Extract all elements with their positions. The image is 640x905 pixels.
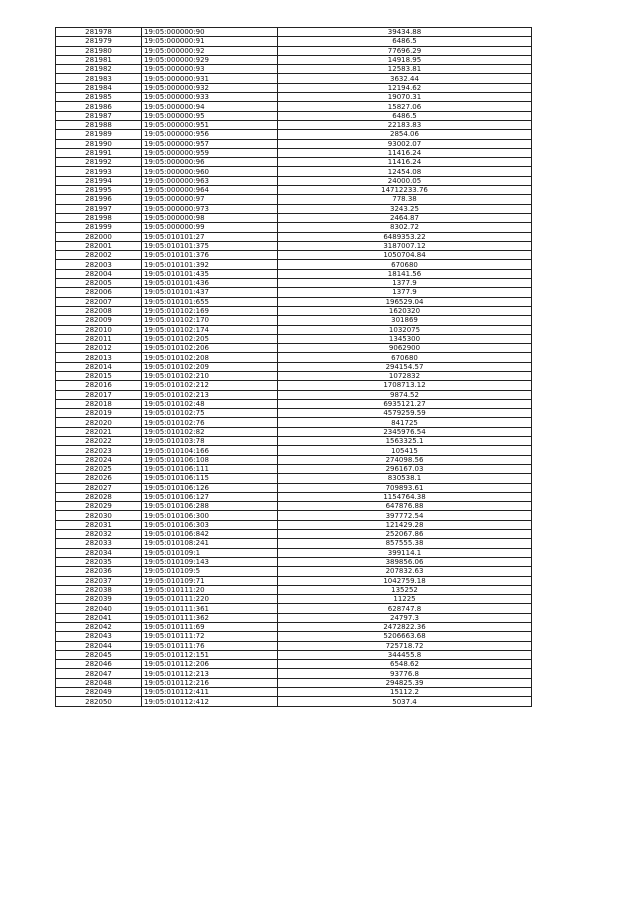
cadastral-number-cell: 19:05:010102:82 [142, 427, 278, 436]
row-number-cell: 281993 [56, 167, 142, 176]
value-cell: 857555.38 [278, 539, 532, 548]
value-cell: 2472822.36 [278, 623, 532, 632]
table-row [56, 37, 532, 46]
cadastral-number-cell: 19:05:010103:78 [142, 437, 278, 446]
cadastral-number-cell: 19:05:010102:48 [142, 399, 278, 408]
row-number-cell: 282012 [56, 344, 142, 353]
table-row [56, 427, 532, 436]
cadastral-number-cell: 19:05:010102:170 [142, 316, 278, 325]
table-row [56, 530, 532, 539]
value-cell: 725718.72 [278, 641, 532, 650]
value-cell: 22183.83 [278, 120, 532, 129]
cadastral-number-cell: 19:05:010112:206 [142, 660, 278, 669]
table-row [56, 362, 532, 371]
row-number-cell: 282013 [56, 353, 142, 362]
table-row [56, 344, 532, 353]
value-cell: 6935121.27 [278, 399, 532, 408]
table-row [56, 139, 532, 148]
value-cell: 1708713.12 [278, 381, 532, 390]
table-row [56, 148, 532, 157]
cadastral-number-cell: 19:05:010101:375 [142, 241, 278, 250]
table-row [56, 83, 532, 92]
cadastral-number-cell: 19:05:010112:412 [142, 697, 278, 706]
table-row [56, 223, 532, 232]
cadastral-number-cell: 19:05:000000:98 [142, 213, 278, 222]
row-number-cell: 281978 [56, 28, 142, 37]
value-cell: 9874.52 [278, 390, 532, 399]
table-row [56, 325, 532, 334]
row-number-cell: 282049 [56, 688, 142, 697]
cadastral-number-cell: 19:05:000000:97 [142, 195, 278, 204]
value-cell: 628747.8 [278, 604, 532, 613]
row-number-cell: 281984 [56, 83, 142, 92]
table-row [56, 353, 532, 362]
value-cell: 294825.39 [278, 678, 532, 687]
cadastral-number-cell: 19:05:010101:437 [142, 288, 278, 297]
value-cell: 1072832 [278, 371, 532, 380]
table-row [56, 576, 532, 585]
cadastral-number-cell: 19:05:010109:71 [142, 576, 278, 585]
value-cell: 1042759.18 [278, 576, 532, 585]
value-cell: 2854.06 [278, 130, 532, 139]
value-cell: 12194.62 [278, 83, 532, 92]
value-cell: 5206663.68 [278, 632, 532, 641]
row-number-cell: 282043 [56, 632, 142, 641]
value-cell: 11416.24 [278, 158, 532, 167]
value-cell: 93776.8 [278, 669, 532, 678]
value-cell: 1154764.38 [278, 492, 532, 501]
row-number-cell: 281996 [56, 195, 142, 204]
value-cell: 105415 [278, 446, 532, 455]
table-row [56, 55, 532, 64]
row-number-cell: 282018 [56, 399, 142, 408]
row-number-cell: 282000 [56, 232, 142, 241]
value-cell: 1563325.1 [278, 437, 532, 446]
row-number-cell: 281982 [56, 65, 142, 74]
row-number-cell: 282030 [56, 511, 142, 520]
table-row [56, 669, 532, 678]
value-cell: 397772.54 [278, 511, 532, 520]
row-number-cell: 281994 [56, 176, 142, 185]
value-cell: 647876.88 [278, 502, 532, 511]
cadastral-number-cell: 19:05:010111:69 [142, 623, 278, 632]
table-body [56, 28, 532, 707]
table-row [56, 418, 532, 427]
cadastral-number-cell: 19:05:010102:76 [142, 418, 278, 427]
cadastral-number-cell: 19:05:010102:210 [142, 371, 278, 380]
table-row [56, 641, 532, 650]
table-row [56, 93, 532, 102]
value-cell: 6486.5 [278, 37, 532, 46]
value-cell: 8302.72 [278, 223, 532, 232]
table-row [56, 334, 532, 343]
table-row [56, 28, 532, 37]
row-number-cell: 282019 [56, 409, 142, 418]
cadastral-number-cell: 19:05:000000:95 [142, 111, 278, 120]
cadastral-number-cell: 19:05:010101:27 [142, 232, 278, 241]
cadastral-number-cell: 19:05:000000:963 [142, 176, 278, 185]
row-number-cell: 281983 [56, 74, 142, 83]
cadastral-number-cell: 19:05:000000:96 [142, 158, 278, 167]
value-cell: 344455.8 [278, 650, 532, 659]
row-number-cell: 282050 [56, 697, 142, 706]
value-cell: 15112.2 [278, 688, 532, 697]
cadastral-number-cell: 19:05:000000:951 [142, 120, 278, 129]
cadastral-number-cell: 19:05:010102:75 [142, 409, 278, 418]
row-number-cell: 282026 [56, 474, 142, 483]
row-number-cell: 282002 [56, 251, 142, 260]
row-number-cell: 282028 [56, 492, 142, 501]
value-cell: 3632.44 [278, 74, 532, 83]
row-number-cell: 282010 [56, 325, 142, 334]
value-cell: 274098.56 [278, 455, 532, 464]
table-row [56, 446, 532, 455]
cadastral-number-cell: 19:05:010101:435 [142, 269, 278, 278]
value-cell: 389856.06 [278, 557, 532, 566]
cadastral-number-cell: 19:05:010111:76 [142, 641, 278, 650]
cadastral-number-cell: 19:05:000000:959 [142, 148, 278, 157]
table-row [56, 650, 532, 659]
row-number-cell: 281995 [56, 186, 142, 195]
table-row [56, 464, 532, 473]
cadastral-number-cell: 19:05:010106:108 [142, 455, 278, 464]
cadastral-number-cell: 19:05:010106:115 [142, 474, 278, 483]
row-number-cell: 281988 [56, 120, 142, 129]
value-cell: 399114.1 [278, 548, 532, 557]
row-number-cell: 282014 [56, 362, 142, 371]
value-cell: 2345976.54 [278, 427, 532, 436]
value-cell: 6489353.22 [278, 232, 532, 241]
cadastral-number-cell: 19:05:010106:288 [142, 502, 278, 511]
table-row [56, 604, 532, 613]
row-number-cell: 282022 [56, 437, 142, 446]
value-cell: 5037.4 [278, 697, 532, 706]
row-number-cell: 282046 [56, 660, 142, 669]
row-number-cell: 282020 [56, 418, 142, 427]
table-row [56, 195, 532, 204]
value-cell: 296167.03 [278, 464, 532, 473]
row-number-cell: 281997 [56, 204, 142, 213]
value-cell: 6486.5 [278, 111, 532, 120]
cadastral-number-cell: 19:05:010106:127 [142, 492, 278, 501]
cadastral-number-cell: 19:05:000000:956 [142, 130, 278, 139]
row-number-cell: 281980 [56, 46, 142, 55]
cadastral-value-table [55, 27, 532, 707]
row-number-cell: 282045 [56, 650, 142, 659]
cadastral-number-cell: 19:05:010102:206 [142, 344, 278, 353]
cadastral-number-cell: 19:05:010102:212 [142, 381, 278, 390]
cadastral-number-cell: 19:05:010111:362 [142, 613, 278, 622]
value-cell: 1032075 [278, 325, 532, 334]
cadastral-number-cell: 19:05:010112:213 [142, 669, 278, 678]
table-row [56, 186, 532, 195]
table-row [56, 288, 532, 297]
table-row [56, 697, 532, 706]
value-cell: 709893.61 [278, 483, 532, 492]
table-row [56, 502, 532, 511]
value-cell: 9062900 [278, 344, 532, 353]
value-cell: 2464.87 [278, 213, 532, 222]
table-row [56, 390, 532, 399]
table-row [56, 167, 532, 176]
row-number-cell: 282004 [56, 269, 142, 278]
value-cell: 93002.07 [278, 139, 532, 148]
cadastral-number-cell: 19:05:000000:960 [142, 167, 278, 176]
table-row [56, 613, 532, 622]
table-row [56, 632, 532, 641]
table-row [56, 111, 532, 120]
cadastral-number-cell: 19:05:000000:90 [142, 28, 278, 37]
table-row [56, 371, 532, 380]
cadastral-number-cell: 19:05:010109:143 [142, 557, 278, 566]
value-cell: 670680 [278, 353, 532, 362]
cadastral-number-cell: 19:05:010112:411 [142, 688, 278, 697]
table-row [56, 213, 532, 222]
cadastral-number-cell: 19:05:010112:151 [142, 650, 278, 659]
cadastral-number-cell: 19:05:010106:300 [142, 511, 278, 520]
cadastral-number-cell: 19:05:010102:205 [142, 334, 278, 343]
value-cell: 207832.63 [278, 567, 532, 576]
table-row [56, 539, 532, 548]
cadastral-number-cell: 19:05:000000:973 [142, 204, 278, 213]
row-number-cell: 281991 [56, 148, 142, 157]
value-cell: 14918.95 [278, 55, 532, 64]
table-row [56, 279, 532, 288]
cadastral-number-cell: 19:05:000000:99 [142, 223, 278, 232]
row-number-cell: 282037 [56, 576, 142, 585]
value-cell: 1377.9 [278, 288, 532, 297]
cadastral-number-cell: 19:05:010112:216 [142, 678, 278, 687]
table-row [56, 623, 532, 632]
value-cell: 778.38 [278, 195, 532, 204]
value-cell: 196529.04 [278, 297, 532, 306]
row-number-cell: 282031 [56, 520, 142, 529]
cadastral-number-cell: 19:05:010101:655 [142, 297, 278, 306]
row-number-cell: 281992 [56, 158, 142, 167]
table-row [56, 102, 532, 111]
value-cell: 15827.06 [278, 102, 532, 111]
cadastral-number-cell: 19:05:010109:5 [142, 567, 278, 576]
table-row [56, 158, 532, 167]
row-number-cell: 281986 [56, 102, 142, 111]
cadastral-number-cell: 19:05:000000:932 [142, 83, 278, 92]
value-cell: 841725 [278, 418, 532, 427]
row-number-cell: 281989 [56, 130, 142, 139]
row-number-cell: 281999 [56, 223, 142, 232]
row-number-cell: 282042 [56, 623, 142, 632]
value-cell: 12454.08 [278, 167, 532, 176]
row-number-cell: 282009 [56, 316, 142, 325]
value-cell: 830538.1 [278, 474, 532, 483]
row-number-cell: 282027 [56, 483, 142, 492]
table-row [56, 232, 532, 241]
cadastral-number-cell: 19:05:000000:933 [142, 93, 278, 102]
cadastral-number-cell: 19:05:010102:208 [142, 353, 278, 362]
value-cell: 1345300 [278, 334, 532, 343]
table-row [56, 557, 532, 566]
cadastral-number-cell: 19:05:010111:220 [142, 595, 278, 604]
row-number-cell: 282036 [56, 567, 142, 576]
table-row [56, 492, 532, 501]
table-row [56, 548, 532, 557]
row-number-cell: 282044 [56, 641, 142, 650]
table-row [56, 120, 532, 129]
cadastral-number-cell: 19:05:000000:91 [142, 37, 278, 46]
row-number-cell: 282024 [56, 455, 142, 464]
table-row [56, 65, 532, 74]
row-number-cell: 282008 [56, 306, 142, 315]
row-number-cell: 282033 [56, 539, 142, 548]
row-number-cell: 282011 [56, 334, 142, 343]
cadastral-number-cell: 19:05:010109:1 [142, 548, 278, 557]
cadastral-number-cell: 19:05:010111:72 [142, 632, 278, 641]
row-number-cell: 282039 [56, 595, 142, 604]
table-row [56, 409, 532, 418]
row-number-cell: 281987 [56, 111, 142, 120]
row-number-cell: 281998 [56, 213, 142, 222]
table-row [56, 399, 532, 408]
value-cell: 18141.56 [278, 269, 532, 278]
row-number-cell: 282001 [56, 241, 142, 250]
cadastral-number-cell: 19:05:010101:436 [142, 279, 278, 288]
cadastral-number-cell: 19:05:000000:93 [142, 65, 278, 74]
value-cell: 3243.25 [278, 204, 532, 213]
value-cell: 6548.62 [278, 660, 532, 669]
cadastral-number-cell: 19:05:010106:303 [142, 520, 278, 529]
cadastral-number-cell: 19:05:010106:842 [142, 530, 278, 539]
value-cell: 1377.9 [278, 279, 532, 288]
value-cell: 11225 [278, 595, 532, 604]
cadastral-number-cell: 19:05:010102:213 [142, 390, 278, 399]
table-row [56, 316, 532, 325]
value-cell: 39434.88 [278, 28, 532, 37]
table-row [56, 74, 532, 83]
value-cell: 12583.81 [278, 65, 532, 74]
table-row [56, 306, 532, 315]
table-row [56, 595, 532, 604]
value-cell: 3187007.12 [278, 241, 532, 250]
row-number-cell: 281979 [56, 37, 142, 46]
value-cell: 14712233.76 [278, 186, 532, 195]
cadastral-number-cell: 19:05:010106:111 [142, 464, 278, 473]
cadastral-number-cell: 19:05:010102:209 [142, 362, 278, 371]
cadastral-number-cell: 19:05:000000:957 [142, 139, 278, 148]
value-cell: 24797.3 [278, 613, 532, 622]
row-number-cell: 282034 [56, 548, 142, 557]
table-row [56, 130, 532, 139]
table-row [56, 381, 532, 390]
value-cell: 301869 [278, 316, 532, 325]
table-row [56, 437, 532, 446]
row-number-cell: 282007 [56, 297, 142, 306]
table-row [56, 688, 532, 697]
table-row [56, 511, 532, 520]
row-number-cell: 282017 [56, 390, 142, 399]
row-number-cell: 282025 [56, 464, 142, 473]
value-cell: 11416.24 [278, 148, 532, 157]
row-number-cell: 281985 [56, 93, 142, 102]
table-row [56, 455, 532, 464]
table-row [56, 204, 532, 213]
value-cell: 19070.31 [278, 93, 532, 102]
table-row [56, 260, 532, 269]
table-row [56, 660, 532, 669]
value-cell: 670680 [278, 260, 532, 269]
cadastral-number-cell: 19:05:000000:964 [142, 186, 278, 195]
row-number-cell: 282029 [56, 502, 142, 511]
value-cell: 252067.86 [278, 530, 532, 539]
row-number-cell: 282015 [56, 371, 142, 380]
cadastral-number-cell: 19:05:000000:929 [142, 55, 278, 64]
cadastral-number-cell: 19:05:010106:126 [142, 483, 278, 492]
value-cell: 135252 [278, 585, 532, 594]
row-number-cell: 282048 [56, 678, 142, 687]
cadastral-number-cell: 19:05:010111:20 [142, 585, 278, 594]
row-number-cell: 282003 [56, 260, 142, 269]
table-row [56, 176, 532, 185]
cadastral-number-cell: 19:05:000000:931 [142, 74, 278, 83]
table-row [56, 483, 532, 492]
cadastral-number-cell: 19:05:010101:392 [142, 260, 278, 269]
row-number-cell: 282038 [56, 585, 142, 594]
table-row [56, 520, 532, 529]
value-cell: 294154.57 [278, 362, 532, 371]
table-row [56, 251, 532, 260]
row-number-cell: 282047 [56, 669, 142, 678]
cadastral-number-cell: 19:05:010108:241 [142, 539, 278, 548]
cadastral-number-cell: 19:05:000000:94 [142, 102, 278, 111]
row-number-cell: 282040 [56, 604, 142, 613]
value-cell: 121429.28 [278, 520, 532, 529]
cadastral-number-cell: 19:05:010101:376 [142, 251, 278, 260]
table-row [56, 567, 532, 576]
row-number-cell: 282023 [56, 446, 142, 455]
table-row [56, 269, 532, 278]
value-cell: 77696.29 [278, 46, 532, 55]
table-row [56, 297, 532, 306]
row-number-cell: 281990 [56, 139, 142, 148]
table-row [56, 678, 532, 687]
cadastral-number-cell: 19:05:010111:361 [142, 604, 278, 613]
cadastral-number-cell: 19:05:010102:169 [142, 306, 278, 315]
cadastral-number-cell: 19:05:010102:174 [142, 325, 278, 334]
cadastral-number-cell: 19:05:010104:166 [142, 446, 278, 455]
row-number-cell: 282016 [56, 381, 142, 390]
value-cell: 1620320 [278, 306, 532, 315]
row-number-cell: 282006 [56, 288, 142, 297]
table-row [56, 474, 532, 483]
table-row [56, 585, 532, 594]
row-number-cell: 281981 [56, 55, 142, 64]
row-number-cell: 282021 [56, 427, 142, 436]
table-row [56, 241, 532, 250]
row-number-cell: 282005 [56, 279, 142, 288]
table-row [56, 46, 532, 55]
value-cell: 24000.05 [278, 176, 532, 185]
value-cell: 4579259.59 [278, 409, 532, 418]
row-number-cell: 282032 [56, 530, 142, 539]
cadastral-number-cell: 19:05:000000:92 [142, 46, 278, 55]
value-cell: 1050704.84 [278, 251, 532, 260]
row-number-cell: 282035 [56, 557, 142, 566]
row-number-cell: 282041 [56, 613, 142, 622]
